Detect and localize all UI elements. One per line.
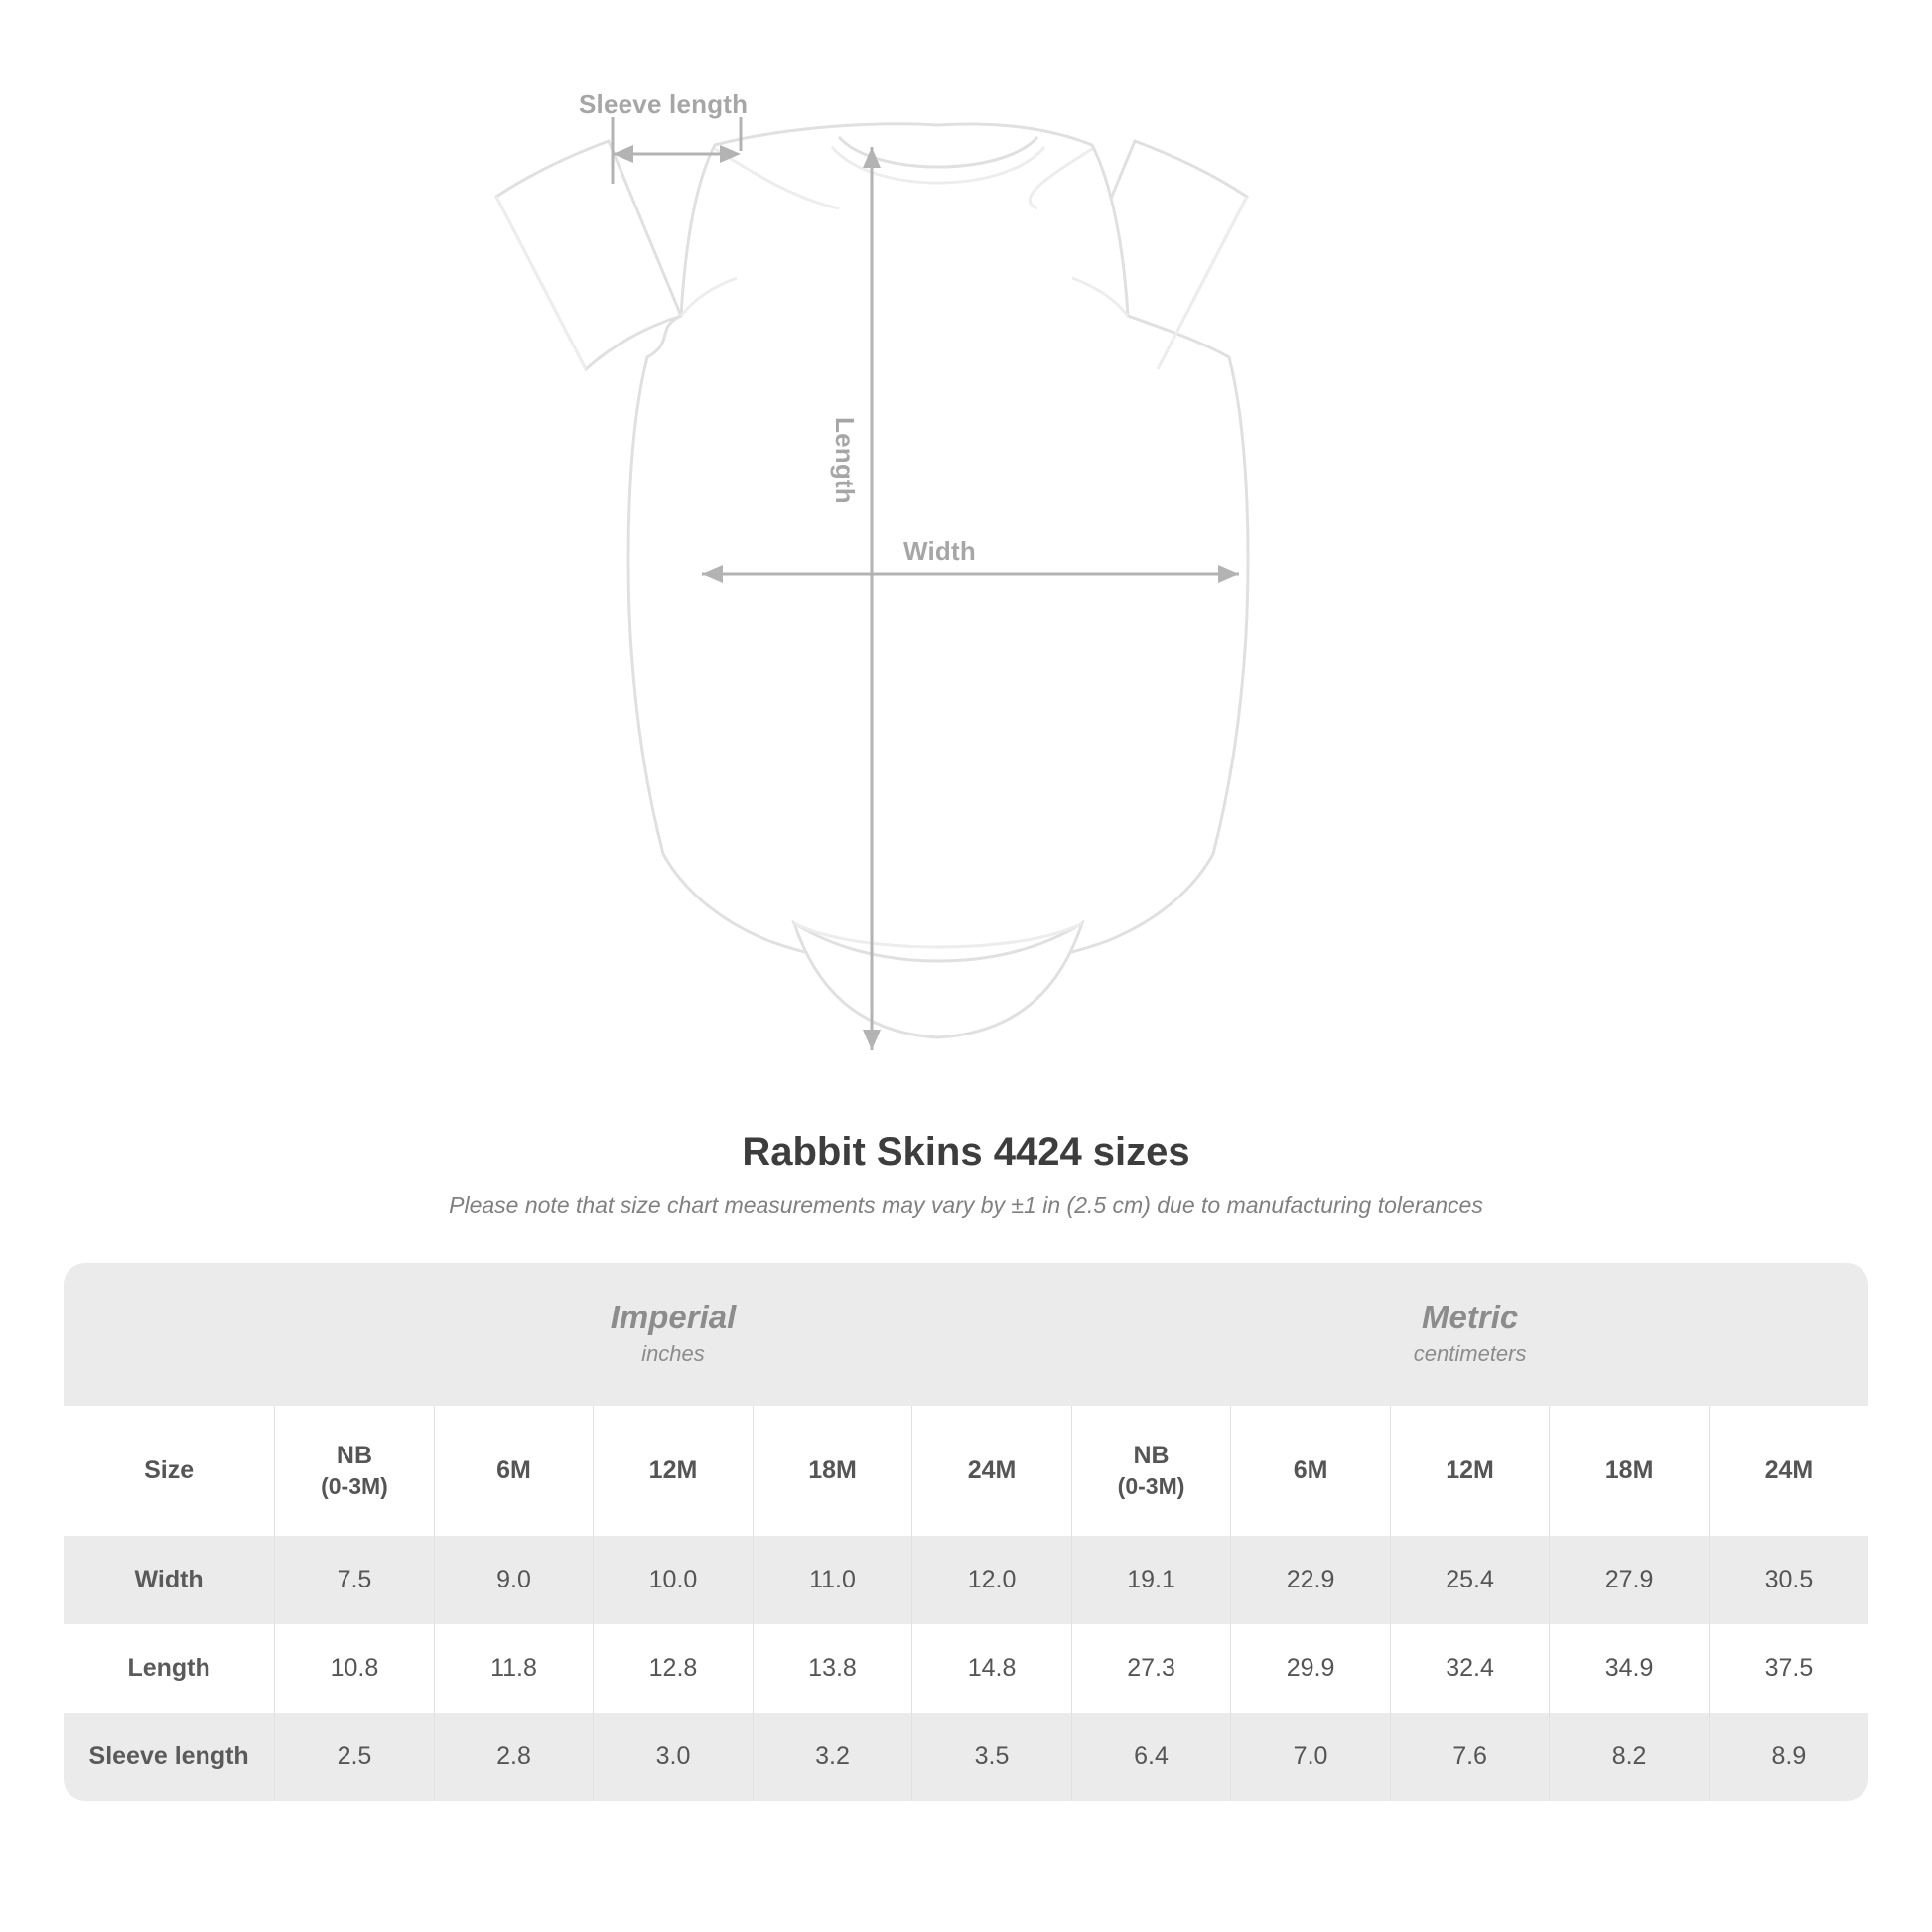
- cell-length-5: 27.3: [1071, 1624, 1231, 1713]
- cell-width-2: 10.0: [594, 1536, 754, 1624]
- unit-group-metric: [1071, 1263, 1868, 1406]
- header-col-3: 18M: [753, 1406, 912, 1535]
- cell-width-4: 12.0: [912, 1536, 1072, 1624]
- cell-length-9: 37.5: [1709, 1624, 1868, 1713]
- cell-sleeve-7: 7.6: [1390, 1713, 1550, 1801]
- header-col-2: 12M: [594, 1406, 754, 1535]
- header-col-5-sub: (0-3M): [1117, 1472, 1185, 1499]
- tolerance-note: Please note that size chart measurements may vary by ±1 in (2.5 cm) due to manufacturing tolerances: [449, 1192, 1483, 1218]
- cell-length-0: 10.8: [275, 1624, 435, 1713]
- cell-sleeve-4: 3.5: [912, 1713, 1072, 1801]
- cell-width-7: 25.4: [1390, 1536, 1550, 1624]
- header-col-0-sub: (0-3M): [321, 1472, 388, 1499]
- cell-sleeve-8: 8.2: [1550, 1713, 1710, 1801]
- unit-group-row: [64, 1263, 1868, 1406]
- cell-width-1: 9.0: [434, 1536, 594, 1624]
- cell-length-6: 29.9: [1231, 1624, 1391, 1713]
- cell-width-5: 19.1: [1071, 1536, 1231, 1624]
- width-dimension-label: Width: [903, 536, 976, 566]
- header-size: Size: [64, 1406, 275, 1535]
- size-table: [64, 1263, 1868, 1801]
- cell-sleeve-0: 2.5: [275, 1713, 435, 1801]
- unit-corner-cell: [64, 1263, 275, 1406]
- cell-length-8: 34.9: [1550, 1624, 1710, 1713]
- header-col-6: 6M: [1231, 1406, 1391, 1535]
- header-col-1: 6M: [434, 1406, 594, 1535]
- cell-length-1: 11.8: [434, 1624, 594, 1713]
- length-dimension-label: Length: [830, 417, 860, 504]
- table-row: [64, 1624, 1868, 1713]
- row-label-length: Length: [127, 1653, 210, 1682]
- cell-length-2: 12.8: [594, 1624, 754, 1713]
- unit-group-metric-sub: centimeters: [1413, 1341, 1527, 1367]
- header-col-0: [275, 1406, 435, 1535]
- header-col-7: 12M: [1390, 1406, 1550, 1535]
- cell-sleeve-3: 3.2: [753, 1713, 912, 1801]
- header-col-5: [1071, 1406, 1231, 1535]
- table-row: [64, 1713, 1868, 1801]
- column-header-row: [64, 1406, 1868, 1535]
- cell-width-3: 11.0: [753, 1536, 912, 1624]
- cell-width-6: 22.9: [1231, 1536, 1391, 1624]
- cell-sleeve-9: 8.9: [1709, 1713, 1868, 1801]
- cell-sleeve-5: 6.4: [1071, 1713, 1231, 1801]
- cell-length-4: 14.8: [912, 1624, 1072, 1713]
- title-block: [0, 1130, 1932, 1219]
- cell-width-9: 30.5: [1709, 1536, 1868, 1624]
- page-title: Rabbit Skins 4424 sizes: [742, 1130, 1190, 1173]
- cell-width-8: 27.9: [1550, 1536, 1710, 1624]
- unit-group-imperial: [275, 1263, 1072, 1406]
- cell-sleeve-2: 3.0: [594, 1713, 754, 1801]
- row-label-sleeve-length: Sleeve length: [64, 1713, 275, 1801]
- header-col-0-label: NB: [336, 1442, 373, 1470]
- cell-sleeve-1: 2.8: [434, 1713, 594, 1801]
- sleeve-length-dimension-label: Sleeve length: [579, 89, 749, 119]
- unit-group-imperial-name: Imperial: [610, 1299, 737, 1335]
- cell-width-0: 7.5: [275, 1536, 435, 1624]
- cell-length-7: 32.4: [1390, 1624, 1550, 1713]
- cell-length-3: 13.8: [753, 1624, 912, 1713]
- unit-group-imperial-sub: inches: [641, 1341, 705, 1367]
- table-row: [64, 1536, 1868, 1624]
- unit-group-metric-name: Metric: [1422, 1299, 1519, 1335]
- row-label-width: Width: [64, 1536, 275, 1624]
- header-col-9: 24M: [1709, 1406, 1868, 1535]
- size-table-container: [64, 1263, 1868, 1801]
- cell-sleeve-6: 7.0: [1231, 1713, 1391, 1801]
- header-col-8: 18M: [1550, 1406, 1710, 1535]
- header-col-4: 24M: [912, 1406, 1072, 1535]
- header-col-5-label: NB: [1133, 1442, 1170, 1470]
